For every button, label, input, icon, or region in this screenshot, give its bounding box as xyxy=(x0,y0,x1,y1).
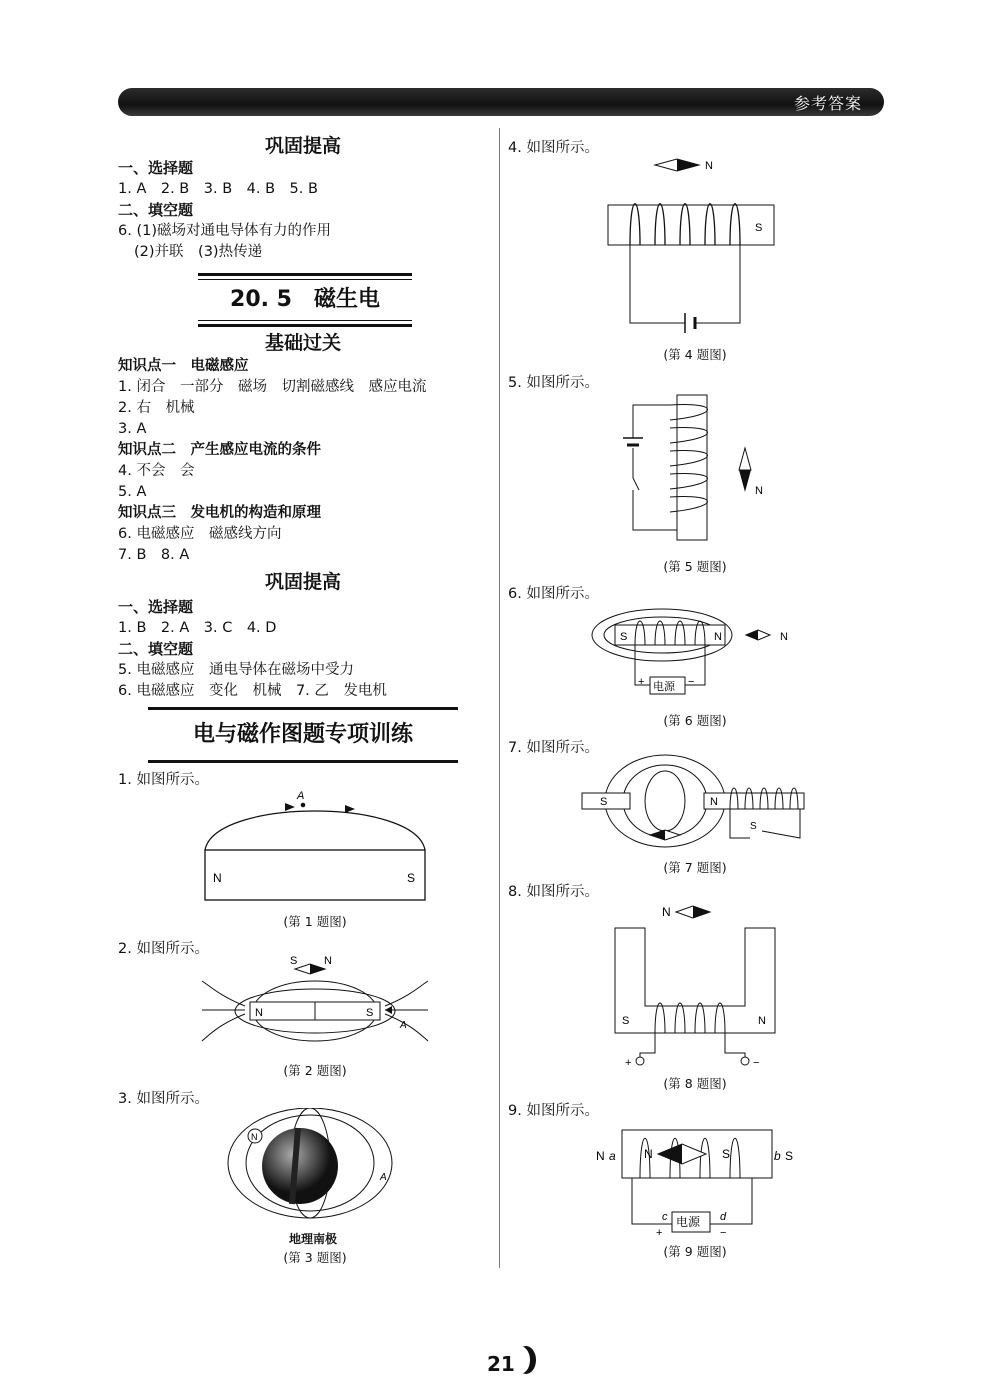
question-label: 4. 如图所示。 xyxy=(508,140,599,156)
south-pole-label: 地理南极 xyxy=(288,1232,337,1246)
question-label: 2. 如图所示。 xyxy=(118,941,209,957)
svg-text:N: N xyxy=(324,956,332,967)
svg-text:d: d xyxy=(720,1211,727,1223)
figure-caption: (第 9 题图) xyxy=(663,1244,727,1259)
svg-text:N: N xyxy=(705,160,713,172)
svg-text:N: N xyxy=(714,631,722,643)
svg-text:a: a xyxy=(609,1149,616,1163)
figure-caption: (第 5 题图) xyxy=(663,559,727,574)
answer-line: 5. 电磁感应 通电导体在磁场中受力 xyxy=(118,662,354,678)
question-label: 7. 如图所示。 xyxy=(508,740,599,756)
svg-text:S: S xyxy=(600,796,608,808)
svg-text:S: S xyxy=(366,1007,374,1019)
figure-caption: (第 2 题图) xyxy=(283,1063,347,1078)
question-label: 9. 如图所示。 xyxy=(508,1103,599,1119)
svg-text:N: N xyxy=(644,1147,653,1161)
figure-9-solenoid-with-compass xyxy=(592,1120,807,1235)
figure-7-magnet-and-solenoid xyxy=(580,753,810,858)
figure-caption: (第 7 题图) xyxy=(663,860,727,875)
svg-text:N: N xyxy=(255,1007,263,1019)
answer-line: 6. 电磁感应 磁感线方向 xyxy=(118,526,282,542)
fill-heading: 二、填空题 xyxy=(118,201,194,219)
svg-text:S: S xyxy=(290,956,298,967)
svg-text:N: N xyxy=(251,1132,258,1142)
answer-line: 7. B 8. A xyxy=(118,547,190,563)
svg-text:N: N xyxy=(662,905,671,919)
special-section-title: 电与磁作图题专项训练 xyxy=(148,707,458,763)
figure-caption: (第 3 题图) xyxy=(283,1250,347,1265)
header-title: 参考答案 xyxy=(793,94,862,113)
figure-caption: (第 4 题图) xyxy=(663,347,727,362)
svg-text:N: N xyxy=(780,631,788,643)
section-title: 巩固提高 xyxy=(264,135,341,157)
figure-caption: (第 6 题图) xyxy=(663,713,727,728)
fill-answer: 6. (1)磁场对通电导体有力的作用 xyxy=(118,223,331,239)
question-label: 1. 如图所示。 xyxy=(118,772,209,788)
choice-answers: 1. A 2. B 3. B 4. B 5. B xyxy=(118,181,318,197)
figure-6-solenoid-with-power xyxy=(590,605,800,700)
left-column xyxy=(118,136,488,263)
svg-text:N: N xyxy=(213,871,222,885)
knowledge-point: 知识点一 电磁感应 xyxy=(118,358,249,374)
answer-line: 4. 不会 会 xyxy=(118,463,195,479)
svg-text:A: A xyxy=(297,790,305,802)
knowledge-point: 知识点二 产生感应电流的条件 xyxy=(118,442,321,458)
figure-3-earth-magnetic-field xyxy=(220,1108,400,1230)
svg-text:N: N xyxy=(758,1015,766,1027)
answer-line: 1. 闭合 一部分 磁场 切割磁感线 感应电流 xyxy=(118,379,427,395)
answer-line: 3. A xyxy=(118,421,147,437)
question-label: 6. 如图所示。 xyxy=(508,586,599,602)
choice-heading: 一、选择题 xyxy=(118,159,194,177)
figure-2-magnet-field-lines xyxy=(200,956,430,1056)
column-divider xyxy=(499,128,500,1268)
svg-text:S: S xyxy=(407,871,416,885)
svg-text:−: − xyxy=(688,676,695,688)
section-title: 巩固提高 xyxy=(264,571,341,593)
svg-text:S: S xyxy=(750,821,757,832)
chapter-title: 20. 5 磁生电 xyxy=(198,273,412,327)
knowledge-point: 知识点三 发电机的构造和原理 xyxy=(118,505,321,521)
fill-answer: (2)并联 (3)热传递 xyxy=(134,244,263,260)
svg-text:S: S xyxy=(785,1149,794,1163)
choice-heading: 一、选择题 xyxy=(118,598,194,616)
figure-4-solenoid xyxy=(600,155,780,345)
svg-text:N: N xyxy=(710,796,718,808)
moon-ornament xyxy=(510,1346,530,1374)
svg-text:S: S xyxy=(722,1147,731,1161)
svg-text:S: S xyxy=(622,1015,630,1027)
svg-text:电源: 电源 xyxy=(676,1215,701,1229)
fill-heading: 二、填空题 xyxy=(118,640,194,658)
figure-caption: (第 1 题图) xyxy=(283,914,347,929)
choice-answers: 1. B 2. A 3. C 4. D xyxy=(118,620,277,636)
svg-text:+: + xyxy=(656,1227,663,1235)
question-label: 8. 如图所示。 xyxy=(508,884,599,900)
figure-8-u-magnet-electromagnet xyxy=(610,898,780,1068)
svg-text:c: c xyxy=(662,1211,668,1223)
svg-text:S: S xyxy=(620,631,628,643)
svg-text:−: − xyxy=(753,1057,760,1068)
svg-text:A: A xyxy=(400,1020,407,1031)
svg-text:N: N xyxy=(596,1149,605,1163)
question-label: 3. 如图所示。 xyxy=(118,1091,209,1107)
svg-text:−: − xyxy=(720,1227,727,1235)
svg-text:A: A xyxy=(380,1172,387,1183)
figure-1-bar-magnet-field xyxy=(185,788,445,908)
answer-line: 6. 电磁感应 变化 机械 7. 乙 发电机 xyxy=(118,683,387,699)
svg-text:b: b xyxy=(774,1149,781,1163)
page-number: 21 xyxy=(487,1352,515,1376)
section-title: 基础过关 xyxy=(264,332,341,354)
question-label: 5. 如图所示。 xyxy=(508,375,599,391)
answer-line: 5. A xyxy=(118,484,147,500)
svg-text:+: + xyxy=(638,676,645,688)
left-column-2 xyxy=(118,333,488,702)
svg-text:S: S xyxy=(755,222,763,234)
header-bar xyxy=(118,88,884,116)
svg-text:电源: 电源 xyxy=(653,681,675,693)
svg-text:+: + xyxy=(625,1057,632,1068)
figure-5-vertical-solenoid xyxy=(615,390,775,550)
svg-text:N: N xyxy=(755,485,763,497)
figure-caption: (第 8 题图) xyxy=(663,1076,727,1091)
answer-line: 2. 右 机械 xyxy=(118,400,195,416)
